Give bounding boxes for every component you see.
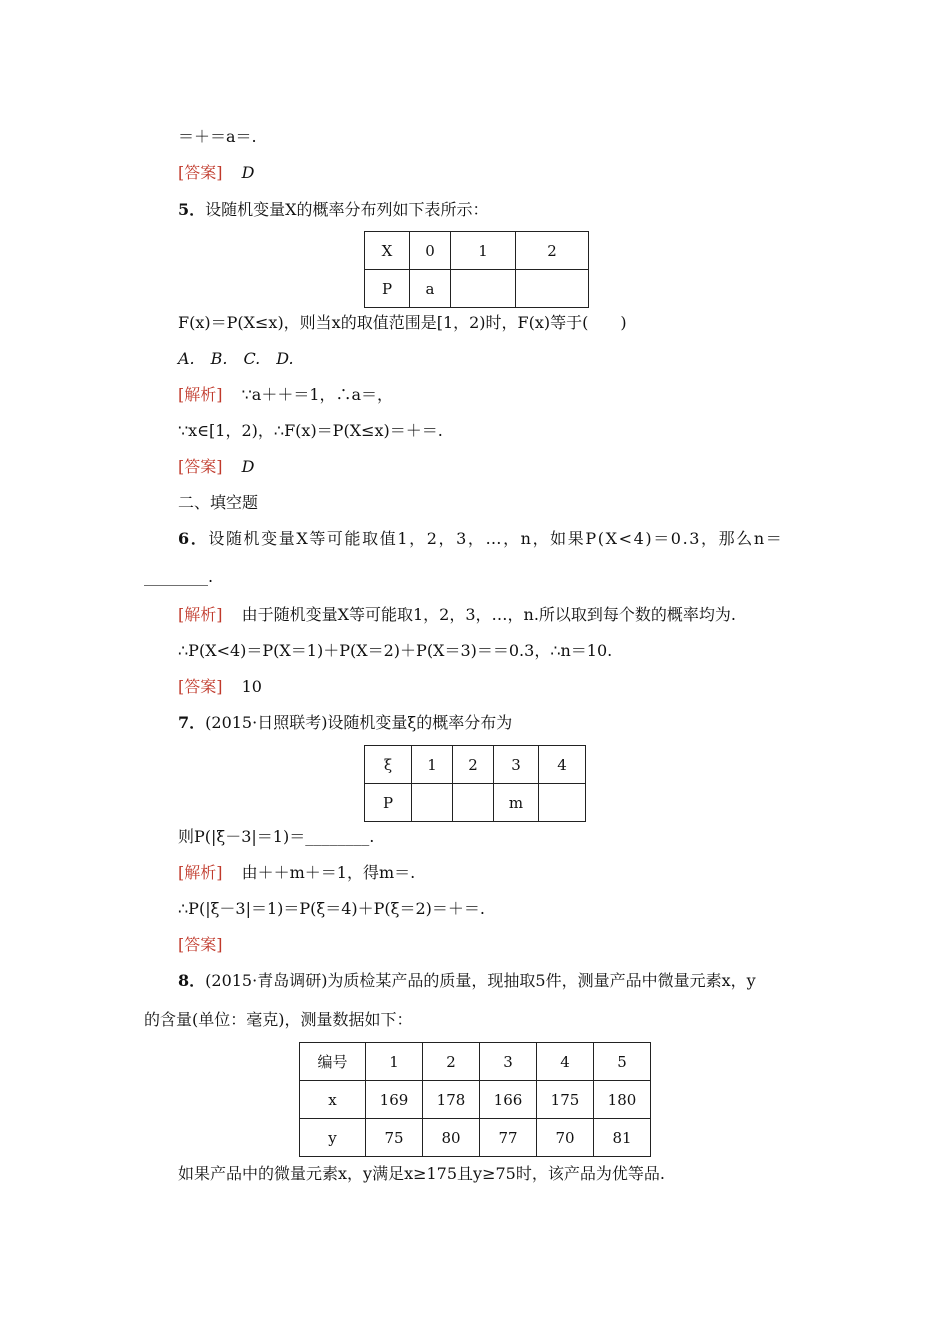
- question-number: 5．: [178, 200, 206, 219]
- answer-blank: ________.: [144, 567, 214, 586]
- question-text: 设随机变量X的概率分布列如下表所示：: [205, 200, 489, 219]
- table-q5: [364, 231, 589, 308]
- table-cell: 180: [594, 1081, 651, 1119]
- solution-label: [解析]: [178, 605, 223, 624]
- table-cell: x: [300, 1081, 366, 1119]
- solution-label: [解析]: [178, 863, 223, 882]
- question-8: [178, 971, 756, 991]
- table-cell: ξ: [365, 746, 412, 784]
- question-number: 7．: [178, 713, 206, 732]
- table-cell: 80: [423, 1119, 480, 1157]
- question-5: [178, 200, 489, 220]
- equation-line: ＝＋＝a＝.: [178, 127, 257, 146]
- table-cell: 1: [451, 232, 516, 270]
- table-cell: 4: [537, 1043, 594, 1081]
- table-cell: [516, 270, 589, 308]
- answer-line: [178, 677, 262, 697]
- solution-text: 由于随机变量X等可能取1，2，3，…，n.所以取到每个数的概率均为.: [241, 605, 737, 624]
- answer-line: [178, 935, 223, 955]
- question-stem: F(x)＝P(X≤x)，则当x的取值范围是[1，2)时，F(x)等于( ): [178, 313, 627, 332]
- table-cell: P: [365, 270, 410, 308]
- table-cell: 75: [366, 1119, 423, 1157]
- table-cell: 0: [410, 232, 451, 270]
- table-cell: 1: [412, 746, 453, 784]
- table-cell: 175: [537, 1081, 594, 1119]
- table-cell: 2: [423, 1043, 480, 1081]
- solution-line: [178, 385, 393, 405]
- solution-line-2: ∵x∈[1，2)，∴F(x)＝P(X≤x)＝＋＝.: [178, 421, 443, 440]
- table-cell: [412, 784, 453, 822]
- table-cell: 5: [594, 1043, 651, 1081]
- table-cell: 2: [516, 232, 589, 270]
- solution-line-2: ∴P(|ξ－3|＝1)＝P(ξ＝4)＋P(ξ＝2)＝＋＝.: [178, 899, 485, 918]
- answer-label: [答案]: [178, 935, 223, 954]
- table-cell: 169: [366, 1081, 423, 1119]
- answer-value: D: [241, 457, 255, 476]
- answer-line: [178, 163, 254, 183]
- table-cell: 81: [594, 1119, 651, 1157]
- question-7: [178, 713, 512, 733]
- question-text: 设随机变量X等可能取值1，2，3，…，n，如果P(X<4)＝0.3，那么n＝: [208, 529, 784, 548]
- table-cell: m: [494, 784, 539, 822]
- solution-text: 由＋＋m＋＝1，得m＝.: [241, 863, 416, 882]
- solution-label: [解析]: [178, 385, 223, 404]
- answer-value: 10: [241, 677, 262, 696]
- question-number: 8．: [178, 971, 206, 990]
- options: A. B. C. D.: [178, 349, 294, 368]
- section-heading: 二、填空题: [178, 493, 259, 512]
- table-cell: 70: [537, 1119, 594, 1157]
- table-cell: y: [300, 1119, 366, 1157]
- table-cell: 178: [423, 1081, 480, 1119]
- table-cell: 77: [480, 1119, 537, 1157]
- table-cell: [451, 270, 516, 308]
- table-cell: P: [365, 784, 412, 822]
- question-stem: 如果产品中的微量元素x，y满足x≥175且y≥75时，该产品为优等品.: [178, 1164, 665, 1183]
- solution-text: ∵a＋＋＝1，∴a＝，: [241, 385, 394, 404]
- answer-line: [178, 457, 254, 477]
- table-cell: 4: [539, 746, 586, 784]
- table-q8: [299, 1042, 651, 1157]
- question-number: 6．: [178, 529, 209, 548]
- solution-line: [178, 605, 736, 625]
- answer-value: D: [241, 163, 255, 182]
- question-stem: 则P(|ξ－3|＝1)＝________.: [178, 827, 375, 846]
- answer-label: [答案]: [178, 677, 223, 696]
- table-cell: 编号: [300, 1043, 366, 1081]
- table-cell: [453, 784, 494, 822]
- table-cell: 3: [480, 1043, 537, 1081]
- question-text-2: 的含量(单位：毫克)，测量数据如下：: [144, 1010, 413, 1029]
- table-cell: 3: [494, 746, 539, 784]
- table-cell: X: [365, 232, 410, 270]
- solution-line-2: ∴P(X<4)＝P(X＝1)＋P(X＝2)＋P(X＝3)＝＝0.3，∴n＝10.: [178, 641, 613, 660]
- question-text: (2015·青岛调研)为质检某产品的质量，现抽取5件，测量产品中微量元素x，y: [205, 971, 756, 990]
- answer-label: [答案]: [178, 457, 223, 476]
- table-cell: 2: [453, 746, 494, 784]
- solution-line: [178, 863, 415, 883]
- table-q7: [364, 745, 586, 822]
- table-cell: [539, 784, 586, 822]
- table-cell: a: [410, 270, 451, 308]
- answer-label: [答案]: [178, 163, 223, 182]
- question-text: (2015·日照联考)设随机变量ξ的概率分布为: [205, 713, 513, 732]
- question-6: [178, 529, 783, 549]
- table-cell: 1: [366, 1043, 423, 1081]
- table-cell: 166: [480, 1081, 537, 1119]
